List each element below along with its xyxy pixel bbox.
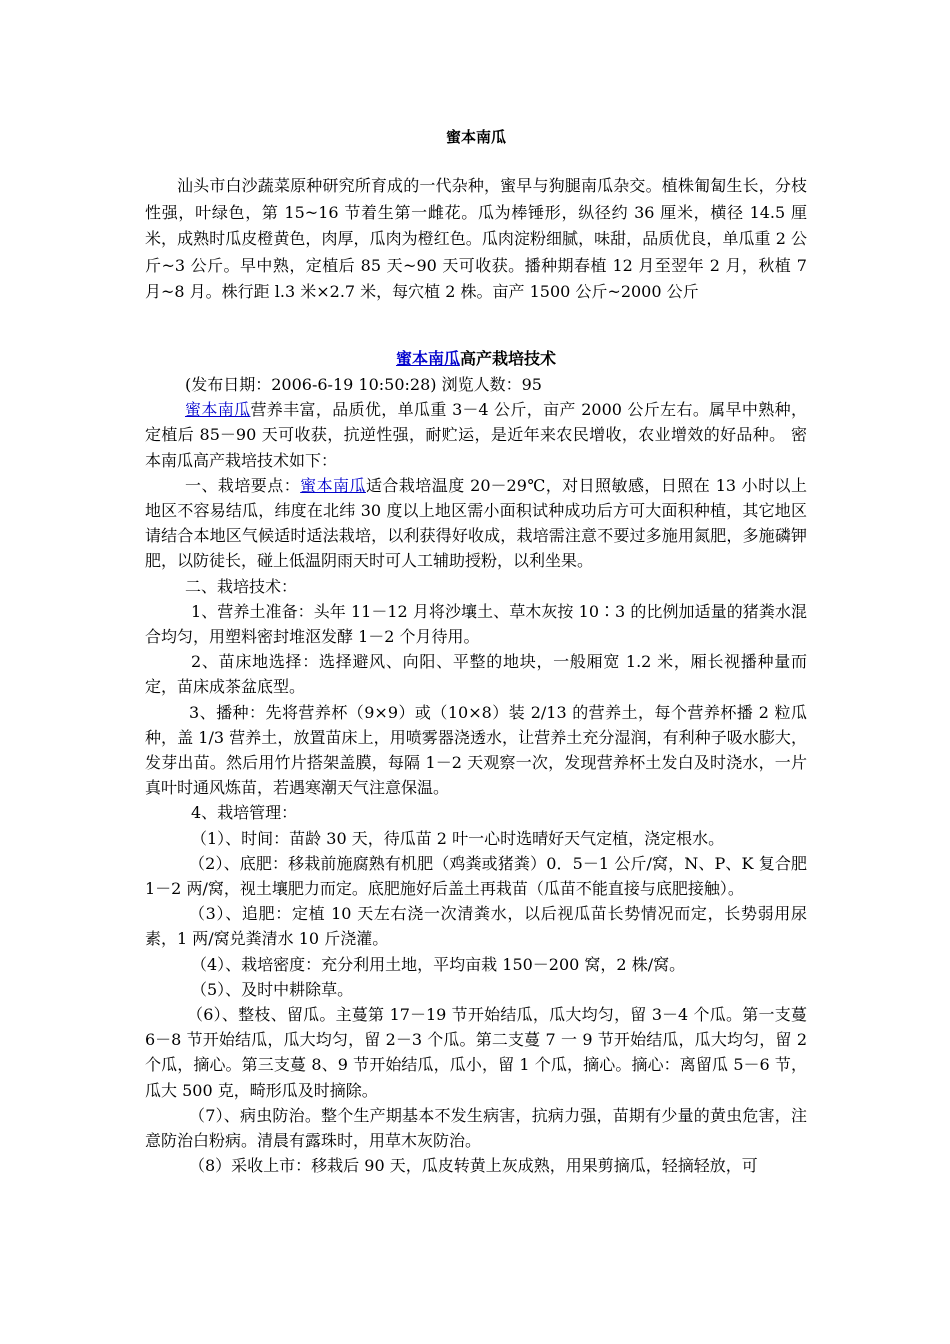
paragraph-pest-control: （7）、病虫防治。整个生产期基本不发生病害，抗病力强，苗期有少量的黄虫危害，注意防治白粉病。清晨有露珠时，用草木灰防治。: [145, 1105, 807, 1151]
section-heading-management: 4、栽培管理：: [191, 803, 298, 823]
key-points-text: 适合栽培温度 20－29℃，对日照敏感，日照在 13 小时以上地区不容易结瓜，纬度在北纬 30 度以上地区需小面积试种成功后方可大面积种植，其它地区请结合本地区气候适时适法栽培，以利获得好收成，栽培需注意不要过多施用氮肥，多施磷钾肥，以防徒长，碰上低温阴雨天时可人工辅助授粉，以利坐果。: [145, 475, 807, 571]
article-title: [145, 347, 807, 371]
article-body: [145, 372, 807, 1179]
intro-paragraph: 汕头市白沙蔬菜原种研究所育成的一代杂种，蜜早与狗腿南瓜杂交。植株匍匐生长，分枝性强，叶绿色，第 15~16 节着生第一雌花。瓜为棒锤形，纵径约 36 厘米，横径 14.5 厘米，成熟时瓜皮橙黄色，肉厚，瓜肉为橙红色。瓜肉淀粉细腻，味甜，品质优良，单瓜重 2 公斤~3 公斤。早中熟，定植后 85 天~90 天可收获。播种期春植 12 月至翌年 2 月，秋植 7 月~8 月。株行距 l.3 米×2.7 米，每穴植 2 株。亩产 1500 公斤~2000 公斤: [145, 176, 807, 301]
section-heading-techniques: 二、栽培技术：: [185, 576, 298, 596]
paragraph-density: （4）、栽培密度：充分利用土地，平均亩栽 150－200 窝，2 株/窝。: [191, 954, 686, 974]
paragraph-nutrient-soil: 1、营养土准备：头年 11－12 月将沙壤土、草木灰按 10∶3 的比例加适量的猪粪水混合均匀，用塑料密封堆沤发酵 1－2 个月待用。: [145, 601, 807, 647]
publish-meta: (发布日期：2006-6-19 10:50:28) 浏览人数：95: [185, 375, 542, 394]
key-points-link[interactable]: 蜜本南瓜: [300, 475, 366, 495]
paragraph-intro-link[interactable]: 蜜本南瓜: [185, 400, 251, 420]
paragraph-intro: [145, 397, 807, 473]
paragraph-seedbed: 2、苗床地选择：选择避风、向阳、平整的地块，一般厢宽 1.2 米，厢长视播种量而定，苗床成茶盆底型。: [145, 652, 807, 697]
paragraph-pruning: （6）、整枝、留瓜。主蔓第 17－19 节开始结瓜，瓜大均匀，留 3－4 个瓜。第一支蔓 6－8 节开始结瓜，瓜大均匀，留 2－3 个瓜。第二支蔓 7 一 9 节开始结瓜，瓜大均匀，留 2 个瓜，摘心。第三支蔓 8、9 节开始结瓜，瓜小，留 1 个瓜，摘心。摘心：离留瓜 5－6 节，瓜大 500 克，畸形瓜及时摘除。: [145, 1005, 807, 1100]
paragraph-harvest: （8）采收上市：移栽后 90 天，瓜皮转黄上灰成熟，用果剪摘瓜，轻摘轻放，可: [189, 1156, 758, 1176]
paragraph-key-points: [145, 473, 807, 574]
doc-title: 蜜本南瓜: [445, 128, 506, 146]
paragraph-intro-text: 营养丰富，品质优，单瓜重 3－4 公斤，亩产 2000 公斤左右。属早中熟种，定植后 85－90 天可收获，抗逆性强，耐贮运，是近年来农民增收，农业增效的好品种。 密本南瓜高产栽培技术如下：: [145, 400, 807, 470]
paragraph-weeding: （5）、及时中耕除草。: [191, 979, 354, 999]
paragraph-sowing: 3、播种：先将营养杯（9×9）或（10×8）装 2/13 的营养土，每个营养杯播 2 粒瓜种，盖 1/3 营养土，放置苗床上，用喷雾器浇透水，让营养土充分湿润，有利种子吸水膨大，发芽出苗。然后用竹片搭架盖膜，每隔 1－2 天观察一次，发现营养杯土发白及时浇水，一片真叶时通风炼苗，若遇寒潮天气注意保温。: [145, 702, 807, 798]
article-title-rest: 高产栽培技术: [460, 349, 557, 368]
paragraph-timing: （1）、时间：苗龄 30 天，待瓜苗 2 叶一心时选晴好天气定植，浇定根水。: [191, 828, 725, 848]
key-points-label: 一、栽培要点：: [185, 475, 301, 495]
paragraph-topdressing: （3）、追肥：定植 10 天左右浇一次清粪水，以后视瓜苗长势情况而定，长势弱用尿素，1 两/窝兑粪清水 10 斤浇灌。: [145, 904, 807, 949]
article-title-link[interactable]: 蜜本南瓜: [395, 349, 460, 368]
paragraph-base-fertilizer: （2）、底肥：移栽前施腐熟有机肥（鸡粪或猪粪）0．5－1 公斤/窝，N、P、K 复合肥 1－2 两/窝，视土壤肥力而定。底肥施好后盖土再栽苗（瓜苗不能直接与底肥接触）。: [145, 853, 807, 899]
